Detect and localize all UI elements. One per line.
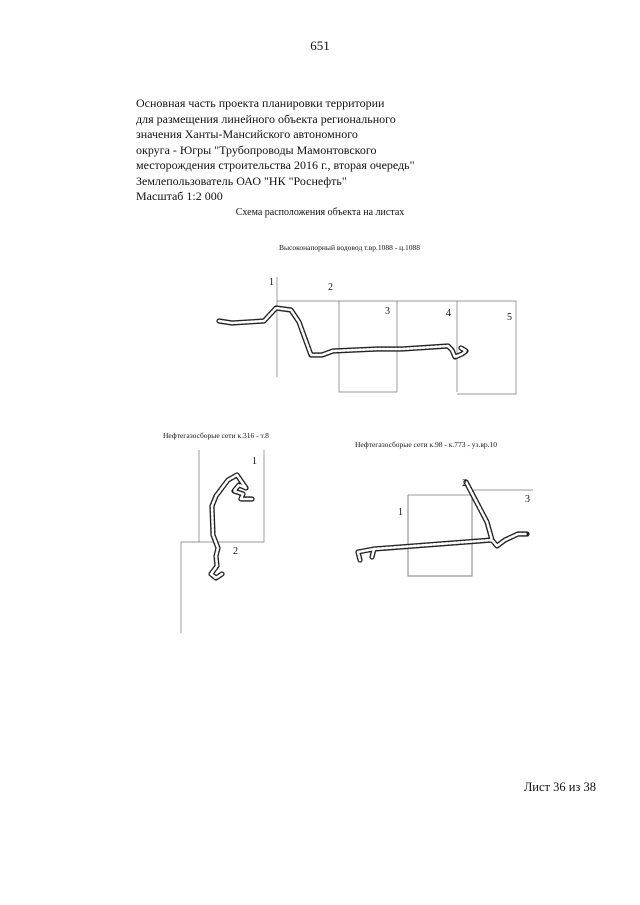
sheet-counter: Лист 36 из 38 <box>523 780 596 794</box>
sheet-label: 5 <box>507 312 512 323</box>
diagram-2-caption: Нефтегазосборые сети к.316 - т.8 <box>163 431 269 440</box>
diagram-3 <box>358 478 533 576</box>
sheet-frame-1-outline <box>408 495 472 576</box>
scale-line: Масштаб 1:2 000 <box>136 189 223 203</box>
header-line: значения Ханты-Мансийского автономного <box>136 127 358 141</box>
header-line: Основная часть проекта планировки территории <box>136 96 385 110</box>
sheet-label: 1 <box>269 277 274 288</box>
header-line: округа - Югры "Трубопроводы Мамонтовского <box>136 142 377 157</box>
sheet-label: 2 <box>462 478 467 489</box>
sheet-label: 2 <box>233 546 238 557</box>
header-line: для размещения линейного объекта регионального <box>136 111 396 126</box>
sheet-frame-2 <box>181 542 199 633</box>
sheet-label: 1 <box>398 507 403 518</box>
page-number: 651 <box>310 38 330 53</box>
header-line: месторождения строительства 2016 г., вторая очередь" <box>136 158 415 172</box>
sheet-label: 3 <box>525 494 530 505</box>
sheet-label: 2 <box>328 282 333 293</box>
pipeline-route-inner <box>358 482 527 560</box>
diagram-2 <box>181 450 264 633</box>
sheet-label: 4 <box>446 308 451 319</box>
diagram-3-caption: Нефтегазосборые сети к.98 - к.773 - уз.вр.10 <box>355 440 497 449</box>
diagram-1 <box>219 277 516 394</box>
sheet-label: 1 <box>252 456 257 467</box>
diagram-1-caption: Высоконапорный водовод т.вр.1088 - ц.1088 <box>279 243 421 252</box>
land-user-line: Землепользователь ОАО "НК "Роснефть" <box>136 173 347 188</box>
scheme-title: Схема расположения объекта на листах <box>235 207 405 218</box>
sheet-frame-1 <box>408 495 472 576</box>
sheet-label: 3 <box>385 306 390 317</box>
